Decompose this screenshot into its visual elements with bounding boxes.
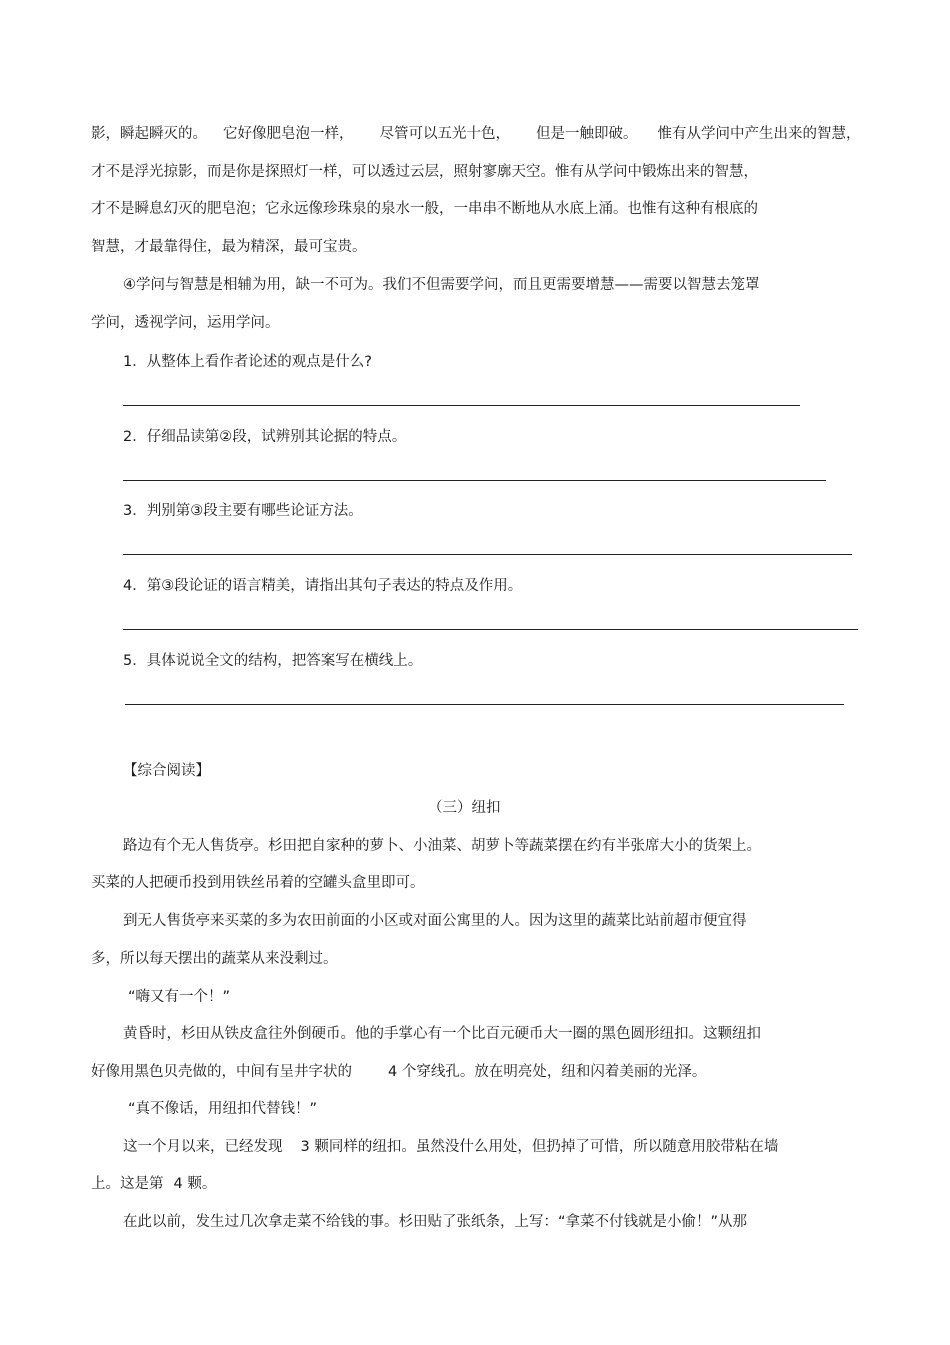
question-3-text: 判别第③段主要有哪些论证方法。 — [146, 503, 363, 519]
answer-line-1[interactable] — [123, 405, 800, 406]
answer-line-4[interactable] — [123, 629, 858, 630]
story-line-2: 买菜的人把硬币投到用铁丝吊着的空罐头盒里即可。 — [91, 875, 425, 891]
question-5 — [123, 651, 422, 671]
story-line-11: 在此以前，发生过几次拿走菜不给钱的事。杉田贴了张纸条，上写：“拿菜不付钱就是小偷！”从那 — [123, 1214, 748, 1230]
question-1-text: 从整体上看作者论述的观点是什么? — [146, 354, 372, 370]
question-1 — [123, 352, 372, 372]
question-4 — [123, 576, 522, 596]
story-line-7-part-2: 4 个穿线孔。放在明亮处，纽和闪着美丽的光泽。 — [388, 1064, 707, 1080]
answer-line-2[interactable] — [123, 480, 826, 481]
story-line-3: 到无人售货亭来买菜的多为农田前面的小区或对面公寓里的人。因为这里的蔬菜比站前超市便宜得 — [123, 913, 747, 929]
story-line-10 — [91, 1174, 216, 1194]
passage-line-1-part-5: 惟有从学问中产生出来的智慧， — [657, 126, 861, 142]
passage-line-3: 才不是瞬息幻灭的肥皂泡；它永远像珍珠泉的泉水一般，一串串不断地从水底上涌。也惟有这种有根底的 — [91, 201, 758, 217]
question-2 — [123, 427, 406, 447]
story-title: （三）纽扣 — [428, 800, 501, 816]
story-line-1: 路边有个无人售货亭。杉田把自家种的萝卜、小油菜、胡萝卜等蔬菜摆在约有半张席大小的货架上。 — [123, 838, 761, 854]
passage-line-2: 才不是浮光掠影，而是你是探照灯一样，可以透过云层，照射寥廓天空。惟有从学问中锻炼出来的智慧， — [91, 164, 758, 180]
question-3 — [123, 501, 363, 521]
passage-line-4: 智慧，才最靠得住，最为精深，最可宝贵。 — [91, 239, 367, 255]
story-line-4: 多，所以每天摆出的蔬菜从来没剩过。 — [91, 951, 338, 967]
passage-line-1 — [91, 124, 861, 144]
story-line-7 — [91, 1062, 706, 1082]
story-line-5: “嗨又有一个！” — [128, 989, 231, 1005]
passage-line-5: ④学问与智慧是相辅为用，缺一不可为。我们不但需要学问，而且更需要增慧——需要以智慧去笼罩 — [123, 277, 760, 293]
question-5-number: 5． — [123, 653, 147, 669]
question-4-text: 第③段论证的语言精美，请指出其句子表达的特点及作用。 — [146, 578, 523, 594]
passage-line-1-part-1: 影，瞬起瞬灭的。 — [91, 126, 207, 142]
passage-line-1-part-4: 但是一触即破。 — [536, 126, 638, 142]
answer-line-5[interactable] — [125, 704, 844, 705]
story-line-7-part-1: 好像用黑色贝壳做的，中间有呈井字状的 — [91, 1064, 352, 1080]
story-line-10-part-1: 上。这是第 — [91, 1176, 164, 1192]
passage-line-6: 学问，透视学问，运用学问。 — [91, 315, 280, 331]
story-line-10-part-2: 4 颗。 — [173, 1176, 217, 1192]
story-line-8: “真不像话，用纽扣代替钱！” — [128, 1101, 318, 1117]
question-5-text: 具体说说全文的结构，把答案写在横线上。 — [146, 653, 423, 669]
question-3-number: 3． — [123, 503, 147, 519]
answer-line-3[interactable] — [123, 554, 852, 555]
story-line-9-part-2: 3 颗同样的纽扣。虽然没什么用处，但扔掉了可惜，所以随意用胶带粘在墙 — [300, 1139, 779, 1155]
story-line-6: 黄昏时，杉田从铁皮盒往外倒硬币。他的手掌心有一个比百元硬币大一圈的黑色圆形纽扣。这颗纽扣 — [123, 1026, 761, 1042]
passage-line-1-part-3: 尽管可以五光十色， — [379, 126, 510, 142]
question-2-number: 2． — [123, 429, 147, 445]
section-header: 【综合阅读】 — [123, 763, 210, 779]
question-1-number: 1． — [123, 354, 147, 370]
passage-line-1-part-2: 它好像肥皂泡一样， — [223, 126, 354, 142]
story-line-9 — [123, 1137, 778, 1157]
story-line-9-part-1: 这一个月以来，已经发现 — [123, 1139, 283, 1155]
question-4-number: 4． — [123, 578, 147, 594]
question-2-text: 仔细品读第②段，试辨别其论据的特点。 — [146, 429, 407, 445]
